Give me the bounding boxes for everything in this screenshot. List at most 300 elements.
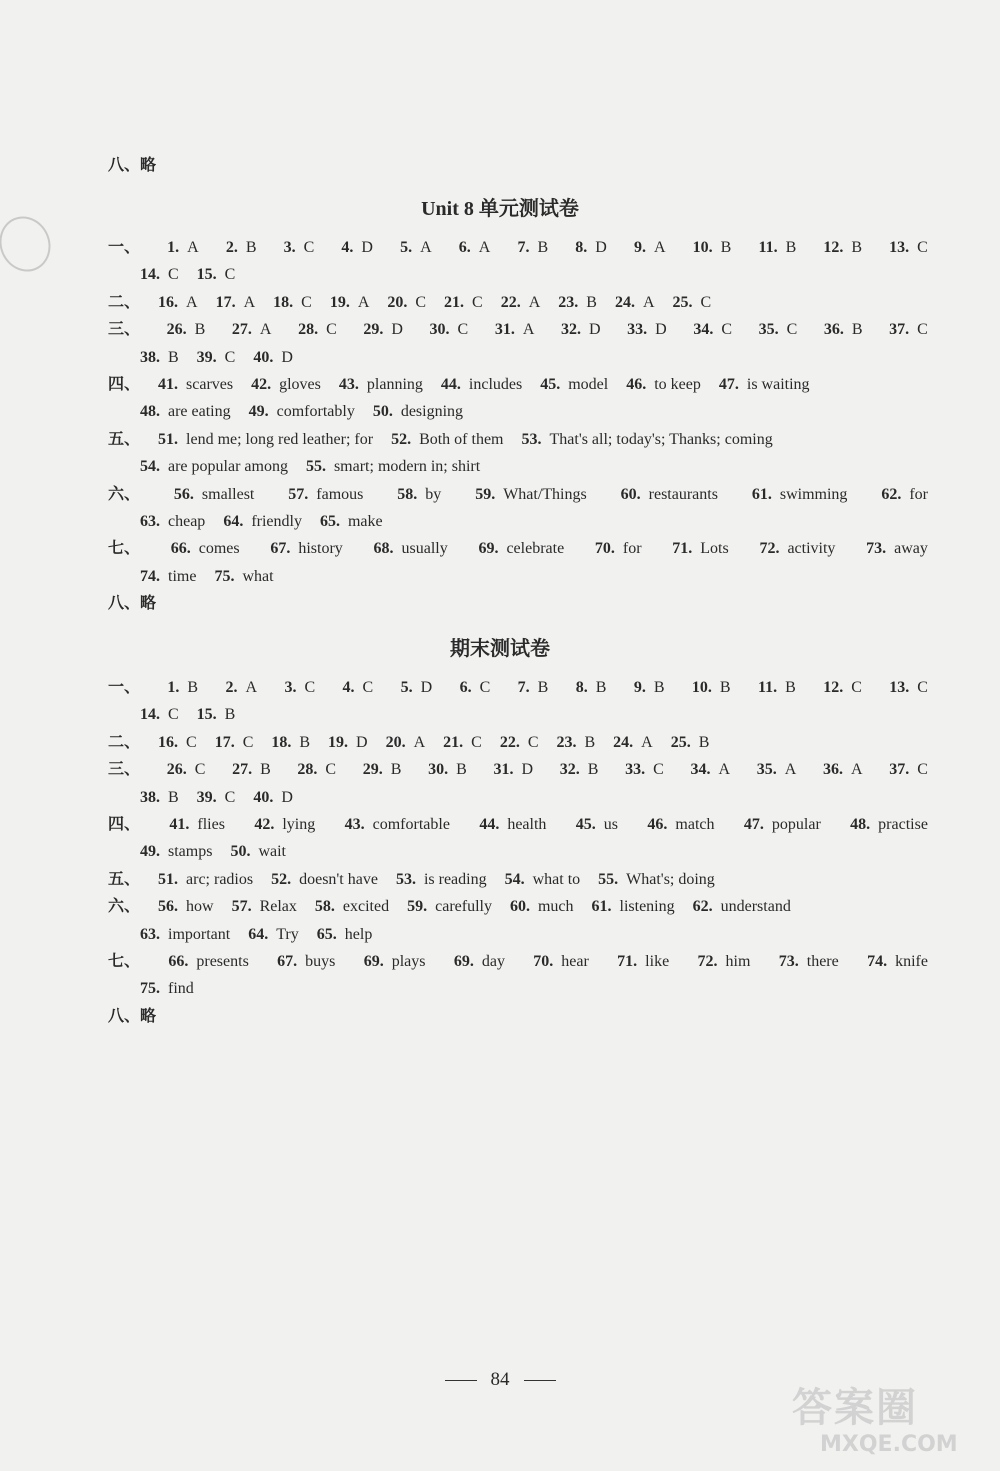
question-number: 56. — [158, 898, 179, 915]
answer-item — [889, 674, 928, 701]
question-number: 15. — [196, 706, 217, 723]
question-number: 75. — [214, 568, 235, 585]
answer-text: C — [479, 679, 491, 696]
question-number: 7. — [517, 239, 530, 256]
question-number: 23. — [558, 294, 579, 311]
question-number: 4. — [342, 679, 355, 696]
question-number: 45. — [540, 376, 561, 393]
question-number: 24. — [613, 734, 634, 751]
question-number: 48. — [850, 816, 871, 833]
answer-item — [320, 508, 383, 535]
answer-item — [533, 948, 589, 975]
answer-item — [889, 316, 928, 343]
answer-text: C — [851, 679, 862, 696]
answer-item — [672, 535, 728, 562]
answer-text: flies — [197, 816, 225, 833]
answer-item — [167, 674, 198, 701]
question-number: 19. — [329, 294, 350, 311]
answer-text: C — [917, 761, 928, 778]
answer-item — [671, 729, 710, 756]
question-number: 24. — [614, 294, 635, 311]
answer-text: A — [413, 734, 426, 751]
answer-item — [505, 866, 581, 893]
question-number: 71. — [617, 953, 638, 970]
answer-item — [823, 234, 862, 261]
answer-text: find — [168, 980, 194, 997]
answer-text: make — [347, 513, 383, 530]
answer-text: A — [522, 321, 535, 338]
answer-row — [108, 316, 928, 343]
answer-item — [690, 756, 730, 783]
answer-text: smart; modern in; shirt — [333, 458, 481, 475]
question-group-label: 七、 — [108, 540, 141, 557]
question-number: 13. — [889, 239, 910, 256]
answer-text: comfortably — [276, 403, 355, 420]
question-number: 25. — [672, 294, 693, 311]
answer-item — [158, 893, 214, 920]
answer-item — [495, 316, 535, 343]
answer-text: Both of them — [419, 431, 504, 448]
question-number: 9. — [633, 239, 646, 256]
answer-row — [108, 729, 928, 756]
page-number-value: 84 — [490, 1369, 510, 1390]
answer-text: A — [243, 294, 256, 311]
answer-text: day — [481, 953, 505, 970]
question-number: 40. — [253, 349, 274, 366]
question-number: 30. — [429, 321, 450, 338]
answer-item — [443, 729, 482, 756]
answer-item — [557, 729, 596, 756]
answer-text: activity — [787, 540, 836, 557]
answer-text: A — [642, 294, 655, 311]
question-number: 4. — [341, 239, 354, 256]
question-number: 6. — [458, 239, 471, 256]
answer-item — [140, 508, 205, 535]
answer-item — [306, 453, 480, 480]
answer-item — [719, 371, 810, 398]
answer-text: A — [357, 294, 370, 311]
question-number: 58. — [314, 898, 335, 915]
question-number: 44. — [440, 376, 461, 393]
question-number: 54. — [140, 458, 160, 475]
answer-item — [625, 756, 664, 783]
answer-item — [592, 893, 675, 920]
question-number: 72. — [697, 953, 718, 970]
answer-text: understand — [720, 898, 791, 915]
answer-item — [744, 811, 821, 838]
question-number: 63. — [140, 926, 160, 943]
answer-item — [779, 948, 839, 975]
answer-item — [407, 893, 492, 920]
answer-text: C — [303, 239, 315, 256]
question-number: 51. — [158, 431, 179, 448]
question-number: 35. — [756, 761, 777, 778]
answer-text: C — [304, 679, 316, 696]
answer-text: popular — [771, 816, 821, 833]
page-number-dash-right — [524, 1380, 556, 1381]
answer-text: D — [391, 321, 403, 338]
question-group-label: 二、 — [108, 294, 141, 311]
answer-item — [169, 811, 225, 838]
answer-item — [866, 535, 928, 562]
question-number: 17. — [215, 294, 236, 311]
question-number: 67. — [270, 540, 291, 557]
answer-item — [627, 316, 667, 343]
answer-item — [230, 838, 286, 865]
question-number: 59. — [407, 898, 428, 915]
question-number: 37. — [889, 321, 910, 338]
question-number: 18. — [273, 294, 294, 311]
question-number: 10. — [692, 239, 713, 256]
answer-text: us — [603, 816, 619, 833]
answer-text: C — [362, 679, 374, 696]
answer-item — [757, 756, 797, 783]
answer-item — [317, 921, 373, 948]
question-number: 21. — [443, 734, 464, 751]
question-number: 28. — [297, 761, 318, 778]
answer-text: C — [721, 321, 732, 338]
answer-item — [459, 234, 491, 261]
answer-text: stamps — [168, 843, 213, 860]
answer-text: away — [894, 540, 928, 557]
question-number: 70. — [594, 540, 615, 557]
question-number: 63. — [140, 513, 160, 530]
answer-item — [167, 756, 206, 783]
question-number: 74. — [140, 568, 160, 585]
answer-item — [430, 316, 469, 343]
answer-item — [386, 729, 426, 756]
answer-text: B — [168, 349, 179, 366]
question-number: 16. — [158, 734, 179, 751]
answer-text: C — [325, 761, 337, 778]
question-number: 5. — [400, 679, 413, 696]
question-number: 47. — [743, 816, 764, 833]
question-number: 7. — [517, 679, 530, 696]
answer-item — [288, 481, 363, 508]
answer-text: B — [168, 789, 179, 806]
answer-text: knife — [895, 953, 928, 970]
question-number: 69. — [453, 953, 474, 970]
answer-item — [560, 756, 599, 783]
answer-item — [479, 811, 546, 838]
answer-item — [158, 426, 373, 453]
answer-row — [140, 508, 930, 535]
answer-row — [108, 152, 928, 179]
answer-text: B — [587, 761, 599, 778]
answer-text: D — [281, 349, 293, 366]
answer-row — [140, 975, 930, 1002]
answer-item — [214, 563, 273, 590]
answer-row — [108, 674, 928, 701]
answer-item — [277, 948, 335, 975]
answer-text: C — [917, 679, 928, 696]
answer-text: buys — [305, 953, 336, 970]
question-group-label: 四、 — [108, 376, 141, 393]
answer-item — [197, 344, 236, 371]
answer-item — [249, 398, 355, 425]
answer-text: B — [785, 239, 797, 256]
answer-item — [615, 289, 655, 316]
question-group-label: 七、 — [108, 953, 141, 970]
question-number: 10. — [691, 679, 712, 696]
answer-item — [363, 756, 402, 783]
answer-item — [197, 261, 236, 288]
answer-item — [226, 674, 258, 701]
watermark-cn: 答案圈 — [792, 1385, 918, 1431]
answer-item — [598, 866, 715, 893]
answer-text: B — [187, 679, 199, 696]
answer-row — [108, 756, 928, 783]
question-number: 29. — [362, 761, 383, 778]
question-group-label: 八、略 — [108, 595, 157, 612]
answer-text: D — [521, 761, 534, 778]
answer-row — [140, 563, 930, 590]
answer-text: hear — [561, 953, 589, 970]
answer-item — [460, 674, 491, 701]
answer-text: D — [588, 321, 601, 338]
answer-item — [454, 948, 505, 975]
answer-item — [576, 811, 618, 838]
answer-text: C — [224, 789, 236, 806]
question-number: 69. — [478, 540, 499, 557]
answer-item — [391, 426, 503, 453]
answer-row — [108, 426, 928, 453]
answer-text: are eating — [168, 403, 231, 420]
question-number: 29. — [363, 321, 384, 338]
answer-item — [158, 729, 197, 756]
answer-item — [500, 729, 539, 756]
question-number: 55. — [598, 871, 619, 888]
question-number: 73. — [866, 540, 887, 557]
answer-text: C — [700, 294, 712, 311]
answer-item — [373, 398, 463, 425]
question-number: 64. — [223, 513, 244, 530]
question-number: 64. — [248, 926, 269, 943]
question-number: 70. — [533, 953, 554, 970]
answer-text: D — [281, 789, 293, 806]
question-number: 39. — [196, 789, 217, 806]
answer-item — [140, 784, 179, 811]
answer-text: comfortable — [372, 816, 450, 833]
answer-item — [140, 701, 179, 728]
answer-item — [698, 948, 751, 975]
answer-row — [108, 893, 928, 920]
answer-text: what to — [532, 871, 581, 888]
answer-item — [140, 975, 194, 1002]
question-number: 28. — [298, 321, 319, 338]
answer-text: B — [653, 679, 665, 696]
answer-text: like — [645, 953, 670, 970]
answer-item — [634, 234, 666, 261]
answer-item — [518, 674, 549, 701]
answer-item — [647, 811, 714, 838]
answer-item — [251, 371, 321, 398]
question-number: 38. — [140, 349, 160, 366]
question-number: 19. — [328, 734, 349, 751]
answer-text: C — [326, 321, 337, 338]
answer-text: A — [187, 239, 199, 256]
question-number: 6. — [459, 679, 472, 696]
question-number: 62. — [692, 898, 713, 915]
question-number: 5. — [400, 239, 413, 256]
answer-item — [428, 756, 467, 783]
answer-item — [693, 316, 732, 343]
question-number: 53. — [521, 431, 542, 448]
question-number: 8. — [575, 679, 588, 696]
answer-item — [158, 371, 233, 398]
answer-text: That's all; today's; Thanks; coming — [549, 431, 773, 448]
question-number: 30. — [428, 761, 449, 778]
question-group-label: 一、 — [108, 239, 141, 256]
answer-text: there — [806, 953, 839, 970]
section-title: Unit 8 单元测试卷 — [421, 198, 579, 220]
answer-row — [108, 535, 928, 562]
answer-text: C — [168, 266, 179, 283]
answer-item — [345, 811, 450, 838]
answer-item — [397, 481, 441, 508]
answer-text: practise — [878, 816, 928, 833]
answer-text: much — [537, 898, 574, 915]
question-number: 35. — [758, 321, 779, 338]
answer-item — [167, 234, 199, 261]
question-number: 71. — [672, 540, 693, 557]
question-number: 34. — [690, 761, 711, 778]
answer-text: B — [224, 706, 236, 723]
question-number: 20. — [385, 734, 406, 751]
answer-text: cheap — [168, 513, 206, 530]
question-group-label: 一、 — [108, 679, 141, 696]
answer-row — [108, 289, 928, 316]
answer-item — [889, 234, 928, 261]
question-number: 61. — [751, 486, 772, 503]
answer-text: D — [361, 239, 373, 256]
answer-text: C — [186, 734, 197, 751]
answer-text: B — [537, 679, 549, 696]
question-number: 18. — [271, 734, 292, 751]
question-number: 26. — [166, 321, 187, 338]
answer-text: A — [245, 679, 258, 696]
answer-item — [223, 508, 302, 535]
answer-item — [273, 289, 312, 316]
answer-item — [850, 811, 928, 838]
answer-item — [617, 948, 669, 975]
answer-item — [284, 234, 315, 261]
question-number: 73. — [778, 953, 799, 970]
answer-item — [758, 674, 796, 701]
answer-text: A — [784, 761, 797, 778]
answer-item — [634, 674, 665, 701]
answer-text: B — [245, 239, 257, 256]
question-number: 1. — [167, 679, 180, 696]
answer-item — [824, 316, 863, 343]
answer-item — [387, 289, 426, 316]
answer-item — [271, 866, 378, 893]
question-number: 56. — [173, 486, 194, 503]
question-number: 72. — [759, 540, 780, 557]
answer-text: C — [194, 761, 206, 778]
answer-text: A — [186, 294, 198, 311]
answer-item — [216, 289, 256, 316]
question-number: 51. — [158, 871, 179, 888]
answer-item — [167, 316, 206, 343]
answer-item — [522, 426, 773, 453]
answer-text: is reading — [423, 871, 487, 888]
answer-row — [108, 1003, 928, 1030]
question-group-label: 八、略 — [108, 157, 157, 174]
question-number: 11. — [758, 239, 778, 256]
answer-text: time — [168, 568, 197, 585]
question-number: 62. — [881, 486, 902, 503]
question-group-label: 二、 — [108, 734, 141, 751]
answer-text: C — [301, 294, 312, 311]
answer-text: B — [537, 239, 549, 256]
answer-text: C — [242, 734, 254, 751]
answer-item — [341, 234, 373, 261]
answer-text: presents — [196, 953, 249, 970]
answer-text: B — [260, 761, 271, 778]
answer-item — [621, 481, 718, 508]
answer-item — [232, 893, 297, 920]
question-number: 50. — [372, 403, 393, 420]
answer-row — [108, 866, 928, 893]
question-number: 43. — [344, 816, 365, 833]
question-number: 66. — [170, 540, 191, 557]
answer-row — [140, 261, 930, 288]
answer-item — [271, 729, 310, 756]
answer-row — [108, 948, 928, 975]
answer-text: comes — [198, 540, 240, 557]
question-group-label: 八、略 — [108, 1008, 157, 1025]
answer-text: B — [851, 321, 863, 338]
question-number: 54. — [504, 871, 525, 888]
answer-item — [374, 535, 448, 562]
answer-item — [140, 261, 179, 288]
answer-text: C — [917, 321, 928, 338]
answer-item — [298, 316, 337, 343]
question-number: 57. — [288, 486, 309, 503]
question-number: 3. — [283, 239, 296, 256]
answer-item — [174, 481, 254, 508]
question-number: 60. — [620, 486, 641, 503]
answer-text: C — [224, 266, 236, 283]
question-number: 46. — [647, 816, 668, 833]
answer-item — [158, 289, 198, 316]
question-number: 13. — [889, 679, 910, 696]
answer-text: help — [344, 926, 373, 943]
answer-row — [140, 453, 930, 480]
answer-item — [254, 811, 315, 838]
answer-item — [673, 289, 712, 316]
answer-item — [297, 756, 336, 783]
question-number: 34. — [693, 321, 714, 338]
answer-text: C — [527, 734, 539, 751]
answer-text: match — [675, 816, 715, 833]
answer-text: D — [595, 239, 607, 256]
question-number: 52. — [271, 871, 292, 888]
answer-item — [330, 289, 370, 316]
question-number: 66. — [168, 953, 189, 970]
question-number: 45. — [575, 816, 596, 833]
answer-text: C — [415, 294, 427, 311]
question-number: 26. — [166, 761, 187, 778]
answer-item — [823, 674, 862, 701]
question-number: 55. — [305, 458, 326, 475]
question-number: 60. — [509, 898, 530, 915]
answer-row — [108, 481, 928, 508]
answer-item — [517, 234, 548, 261]
answer-text: B — [698, 734, 710, 751]
question-number: 47. — [718, 376, 739, 393]
